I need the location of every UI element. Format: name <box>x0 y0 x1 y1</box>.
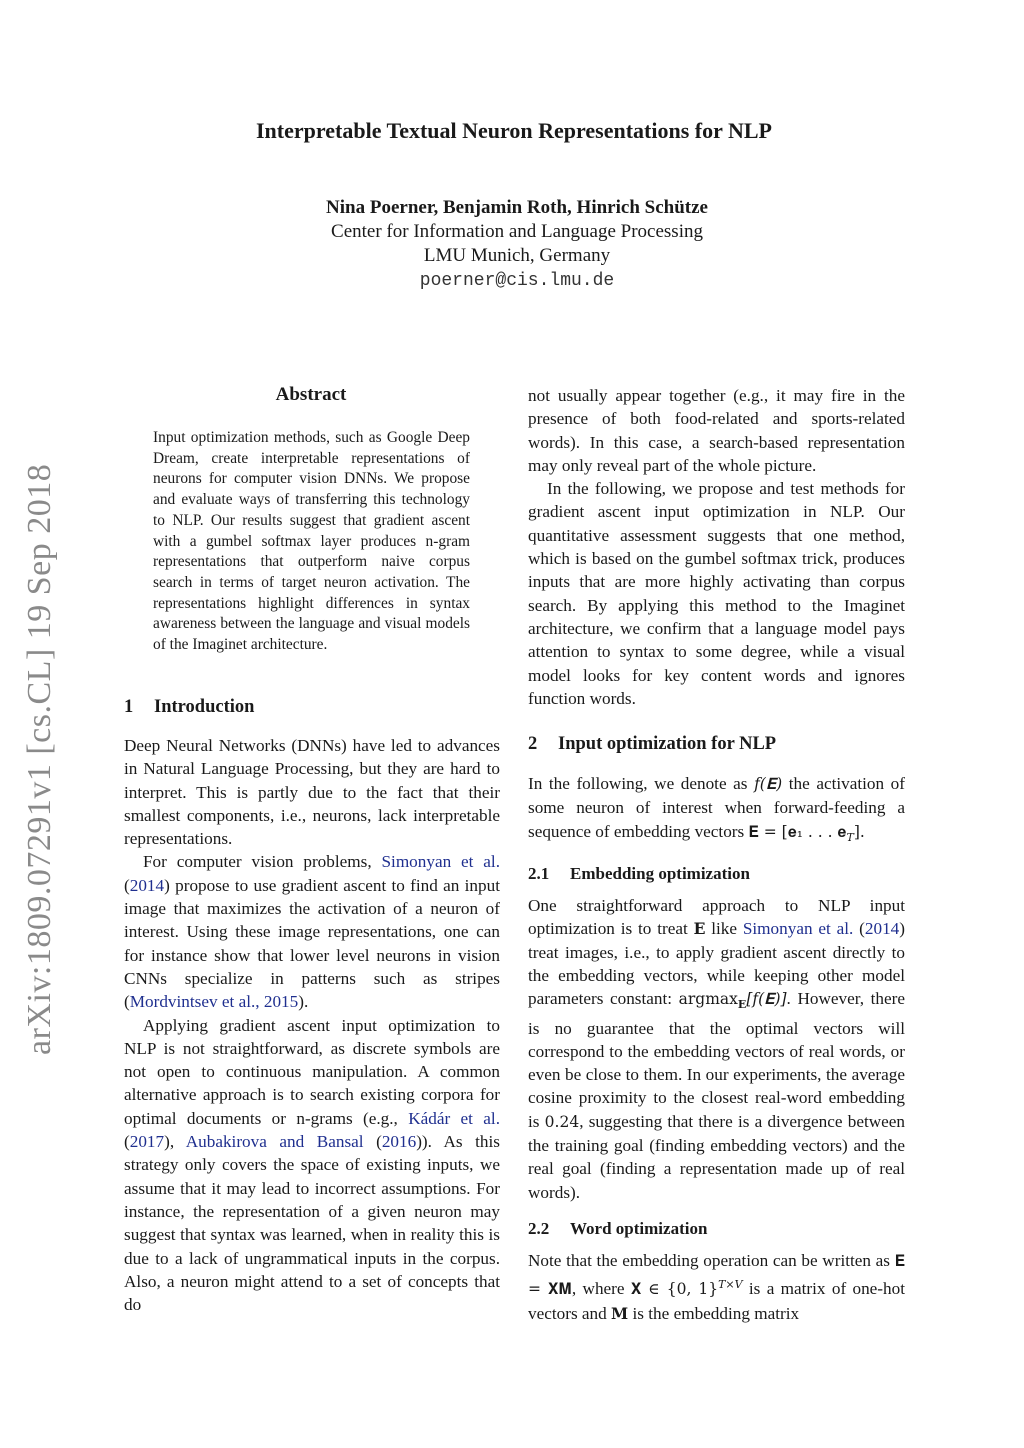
section-heading-input-optimization: 2 Input optimization for NLP <box>528 734 777 754</box>
citation-link[interactable]: 2014 <box>864 919 900 939</box>
math-expression: f(𝐄) <box>754 775 783 793</box>
citation-link[interactable]: Simonyan et al. <box>742 919 854 939</box>
paragraph: Deep Neural Networks (DNNs) have led to advances in Natural Language Processing, but they are hard to interpret. This is partly due to the fact that their smallest components, i.e., neurons, lack interpretable representations. <box>124 736 500 849</box>
paragraph: Note that the embedding operation can be written as 𝐄 = 𝐗𝐌, where 𝐗 ∈ {0, 1}$^{T\times V}$ is a matrix of one-hot vectors and M is the embedding matrix <box>528 1251 905 1323</box>
math-expression: argmax$_E$[f(𝐄)] <box>678 990 787 1012</box>
abstract-heading: Abstract <box>275 384 347 405</box>
citation-link[interactable]: 2017 <box>129 1132 165 1152</box>
word-optimization-body <box>528 1249 905 1325</box>
arxiv-identifier: arXiv:1809.07291v1 [cs.CL] 19 Sep 2018 <box>21 463 58 1055</box>
subsection-heading-word-optimization: 2.2 Word optimization <box>528 1219 708 1238</box>
author-email[interactable]: poerner@cis.lmu.de <box>419 271 615 291</box>
paragraph: In the following, we propose and test methods for gradient ascent input optimization in NLP. Our quantitative assessment suggests that one method, which is based on the gumbel softmax trick, produces inputs that are more highly activating than corpus search. By applying this method to the Imaginet architecture, we confirm that a language model pays attention to syntax to some degree, while a visual model looks for key content words and ignores function words. <box>528 479 905 708</box>
citation-link[interactable]: 2014 <box>129 875 165 895</box>
math-expression: 𝐄 = 𝐗𝐌 <box>528 1252 905 1299</box>
citation-link[interactable]: Simonyan et al. <box>381 852 500 872</box>
section-heading-introduction: 1 Introduction <box>124 697 255 717</box>
author-list: Nina Poerner, Benjamin Roth, Hinrich Schütze <box>326 197 708 218</box>
paragraph: not usually appear together (e.g., it may fire in the presence of both food-related and sports-related words). In this case, a search-based representation may only reveal part of the whole picture. <box>528 386 905 475</box>
affiliation: Center for Information and Language Processing <box>331 221 703 242</box>
paragraph: One straightforward approach to NLP input optimization is to treat E like Simonyan et al. (2014) treat images, i.e., to apply gradient ascent directly to the embedding vectors, while keeping other model parameters constant: argmax$_E$[f(𝐄)]. However, there is no guarantee that the optimal vectors will correspond to the embedding vectors of real words, or even be close to them. In our experiments, the average cosine proximity to the closest real-word embedding is 0.24, suggesting that there is a divergence between the training goal (finding embedding vectors) and the real goal (finding a representation made up of real words). <box>528 896 905 1202</box>
citation-link[interactable]: 2016 <box>381 1132 417 1152</box>
introduction-continued <box>528 384 905 710</box>
citation-link[interactable]: Mordvintsev et al., 2015 <box>129 992 299 1012</box>
citation-link[interactable]: Aubakirova and Bansal <box>185 1132 364 1152</box>
citation-link[interactable]: Kádár et al. <box>408 1108 500 1128</box>
paragraph: For computer vision problems, Simonyan et al. (2014) propose to use gradient ascent to find an input image that maximizes the activation of a neuron of interest. Using these image representations, one can for instance show that lower level neurons in vision CNNs specialize in patterns such as stripes (Mordvintsev et al., 2015). <box>124 852 500 1012</box>
section2-intro <box>528 772 905 849</box>
paragraph: In the following, we denote as f(𝐄) the activation of some neuron of interest when forward-feeding a sequence of embedding vectors 𝐄 = [𝐞₁ . . . 𝐞$_T$]. <box>528 774 905 844</box>
subsection-heading-embedding-optimization: 2.1 Embedding optimization <box>528 864 750 883</box>
paper-title: Interpretable Textual Neuron Representations for NLP <box>256 118 772 143</box>
math-expression: 𝐄 = [𝐞₁ . . . 𝐞$_T$]. <box>748 822 865 844</box>
embedding-optimization-body <box>528 894 905 1204</box>
math-value: 0.24 <box>544 1112 580 1131</box>
introduction-body <box>124 734 500 1316</box>
math-expression: 𝐗 ∈ {0, 1}$^{T\times V}$ <box>630 1278 743 1299</box>
location: LMU Munich, Germany <box>423 245 611 266</box>
abstract-text: Input optimization methods, such as Google Deep Dream, create interpretable representations of neurons for computer vision DNNs. We propose and evaluate ways of transferring this technology to NLP. Our results suggest that gradient ascent with a gumbel softmax layer produces n-gram representations that outperform naive corpus search in terms of target neuron activation. The representations highlight differences in syntax awareness between the language and visual models of the Imaginet architecture. <box>153 429 470 654</box>
paragraph: Applying gradient ascent input optimization to NLP is not straightforward, as discrete symbols are not open to continuous manipulation. A common alternative approach is to search existing corpora for optimal documents or n-grams (e.g., Kádár et al. (2017), Aubakirova and Bansal (2016)). As this strategy only covers the space of existing inputs, we assume that it may lead to incorrect assumptions. For instance, the representation of a given neuron may suggest that syntax was learned, when in reality this is due to a lack of ungrammatical inputs in the corpus. Also, a neuron might attend to a set of concepts that do <box>124 1015 500 1315</box>
